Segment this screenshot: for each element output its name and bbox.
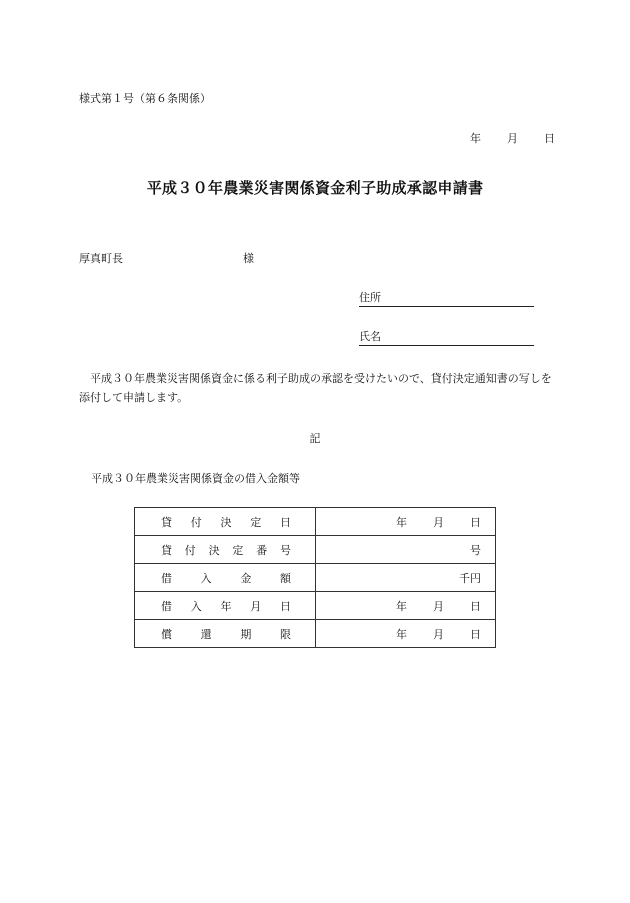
row-label-char: 番 <box>256 543 268 557</box>
ki-heading: 記 <box>309 432 321 445</box>
row-label-char: 号 <box>279 543 291 557</box>
table-row <box>135 592 496 620</box>
row-label-char: 貸 <box>161 515 172 529</box>
unit-label: 千円 <box>459 571 481 585</box>
month-label: 月 <box>507 132 518 145</box>
row-label-char: 付 <box>184 543 196 557</box>
day-label: 日 <box>470 627 481 641</box>
application-statement: 平成３０年農業災害関係資金に係る利子助成の承認を受けたいので、貸付決定通知書の写しを添付して申請します。 <box>79 372 552 404</box>
table-row <box>135 620 496 648</box>
row-label-char: 期 <box>240 627 252 641</box>
row-label-char: 定 <box>250 515 262 529</box>
row-label-char: 借 <box>161 599 172 613</box>
row-label <box>135 564 316 592</box>
row-value-field[interactable] <box>316 592 496 620</box>
unit-label: 号 <box>470 543 481 557</box>
year-label: 年 <box>396 627 407 641</box>
day-label: 日 <box>470 599 481 613</box>
row-label-char: 定 <box>232 543 244 557</box>
row-value-field[interactable] <box>316 508 496 536</box>
row-label-char: 決 <box>208 543 220 557</box>
row-label <box>135 620 316 648</box>
row-value-field[interactable] <box>316 564 496 592</box>
month-label: 月 <box>433 515 444 529</box>
day-label: 日 <box>470 515 481 529</box>
row-label-char: 月 <box>250 599 262 613</box>
row-label-char: 日 <box>280 515 291 529</box>
row-label-char: 日 <box>280 599 291 613</box>
row-label <box>135 536 316 564</box>
row-value-field[interactable] <box>316 620 496 648</box>
row-label-char: 付 <box>190 515 202 529</box>
row-label-char: 額 <box>279 571 291 585</box>
row-label-char: 借 <box>161 571 172 585</box>
loan-table <box>134 507 496 648</box>
table-row <box>135 508 496 536</box>
row-label-char: 限 <box>279 627 291 641</box>
row-label-char: 償 <box>161 627 172 641</box>
month-label: 月 <box>433 599 444 613</box>
name-field[interactable] <box>359 328 534 346</box>
address-label: 住所 <box>359 291 381 304</box>
application-date <box>470 130 555 146</box>
row-label-char: 年 <box>220 599 232 613</box>
year-label: 年 <box>470 132 481 145</box>
row-label <box>135 592 316 620</box>
document-title: 平成３０年農業災害関係資金利子助成承認申請書 <box>146 179 484 197</box>
month-label: 月 <box>433 627 444 641</box>
form-number: 様式第１号（第６条関係） <box>79 92 211 105</box>
row-label <box>135 508 316 536</box>
day-label: 日 <box>544 132 555 145</box>
table-row <box>135 564 496 592</box>
year-label: 年 <box>396 599 407 613</box>
row-label-char: 入 <box>200 571 212 585</box>
row-value-field[interactable] <box>316 536 496 564</box>
row-label-char: 決 <box>220 515 232 529</box>
row-label-char: 金 <box>240 571 252 585</box>
row-label-char: 入 <box>190 599 202 613</box>
row-label-char: 貸 <box>161 543 172 557</box>
row-label-char: 還 <box>200 627 212 641</box>
loan-caption: 平成３０年農業災害関係資金の借入金額等 <box>91 472 300 485</box>
year-label: 年 <box>396 515 407 529</box>
address-field[interactable] <box>359 289 534 307</box>
addressee-honorific: 様 <box>243 252 254 265</box>
addressee-name: 厚真町長 <box>79 252 123 265</box>
name-label: 氏名 <box>359 330 381 343</box>
table-row <box>135 536 496 564</box>
